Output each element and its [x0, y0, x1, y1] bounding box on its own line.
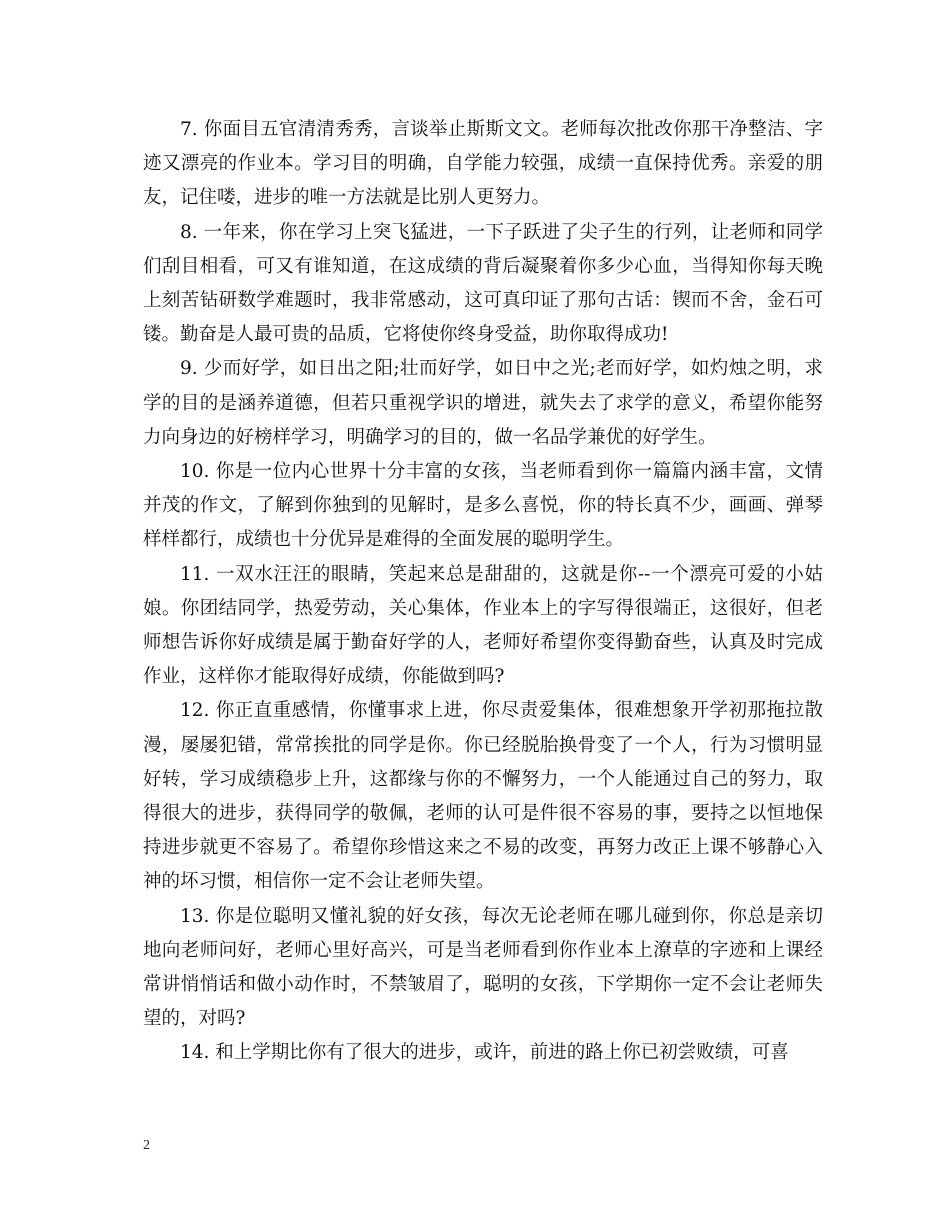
comment-paragraph-10: 10. 你是一位内心世界十分丰富的女孩，当老师看到你一篇篇内涵丰富，文情并茂的作文，了解到你独到的见解时，是多么喜悦，你的特长真不少，画画、弹琴样样都行，成绩也十分优异是难得的全面发展的聪明学生。	[143, 461, 823, 551]
comment-paragraph-7: 7. 你面目五官清清秀秀，言谈举止斯斯文文。老师每次批改你那干净整洁、字迹又漂亮的作业本。学习目的明确，自学能力较强，成绩一直保持优秀。亲爱的朋友，记住喽，进步的唯一方法就是比别人更努力。	[143, 119, 823, 209]
page-number: 2	[143, 1138, 150, 1153]
comment-paragraph-9: 9. 少而好学，如日出之阳;壮而好学，如日中之光;老而好学，如灼烛之明，求学的目的是涵养道德，但若只重视学识的增进，就失去了求学的意义，希望你能努力向身边的好榜样学习，明确学习的目的，做一名品学兼优的好学生。	[143, 358, 823, 448]
comment-paragraph-11: 11. 一双水汪汪的眼睛，笑起来总是甜甜的，这就是你--一个漂亮可爱的小姑娘。你团结同学，热爱劳动，关心集体，作业本上的字写得很端正，这很好，但老师想告诉你好成绩是属于勤奋好学的人，老师好希望你变得勤奋些，认真及时完成作业，这样你才能取得好成绩，你能做到吗?	[143, 563, 823, 688]
document-body	[143, 113, 823, 1071]
comment-paragraph-12: 12. 你正直重感情，你懂事求上进，你尽责爱集体，很难想象开学初那拖拉散漫，屡屡犯错，常常挨批的同学是你。你已经脱胎换骨变了一个人，行为习惯明显好转，学习成绩稳步上升，这都缘与你的不懈努力，一个人能通过自己的努力，取得很大的进步，获得同学的敬佩，老师的认可是件很不容易的事，要持之以恒地保持进步就更不容易了。希望你珍惜这来之不易的改变，再努力改正上课不够静心入神的坏习惯，相信你一定不会让老师失望。	[143, 700, 823, 893]
comment-paragraph-14: 14. 和上学期比你有了很大的进步，或许，前进的路上你已初尝败绩，可喜	[180, 1042, 789, 1064]
comment-paragraph-13: 13. 你是位聪明又懂礼貌的好女孩，每次无论老师在哪儿碰到你，你总是亲切地向老师问好，老师心里好高兴，可是当老师看到你作业本上潦草的字迹和上课经常讲悄悄话和做小动作时，不禁皱眉了，聪明的女孩，下学期你一定不会让老师失望的，对吗?	[143, 905, 823, 1030]
comment-paragraph-8: 8. 一年来，你在学习上突飞猛进，一下子跃进了尖子生的行列，让老师和同学们刮目相看，可又有谁知道，在这成绩的背后凝聚着你多少心血，当得知你每天晚上刻苦钻研数学难题时，我非常感动，这可真印证了那句古话：锲而不舍，金石可镂。勤奋是人最可贵的品质，它将使你终身受益，助你取得成功!	[143, 221, 823, 346]
